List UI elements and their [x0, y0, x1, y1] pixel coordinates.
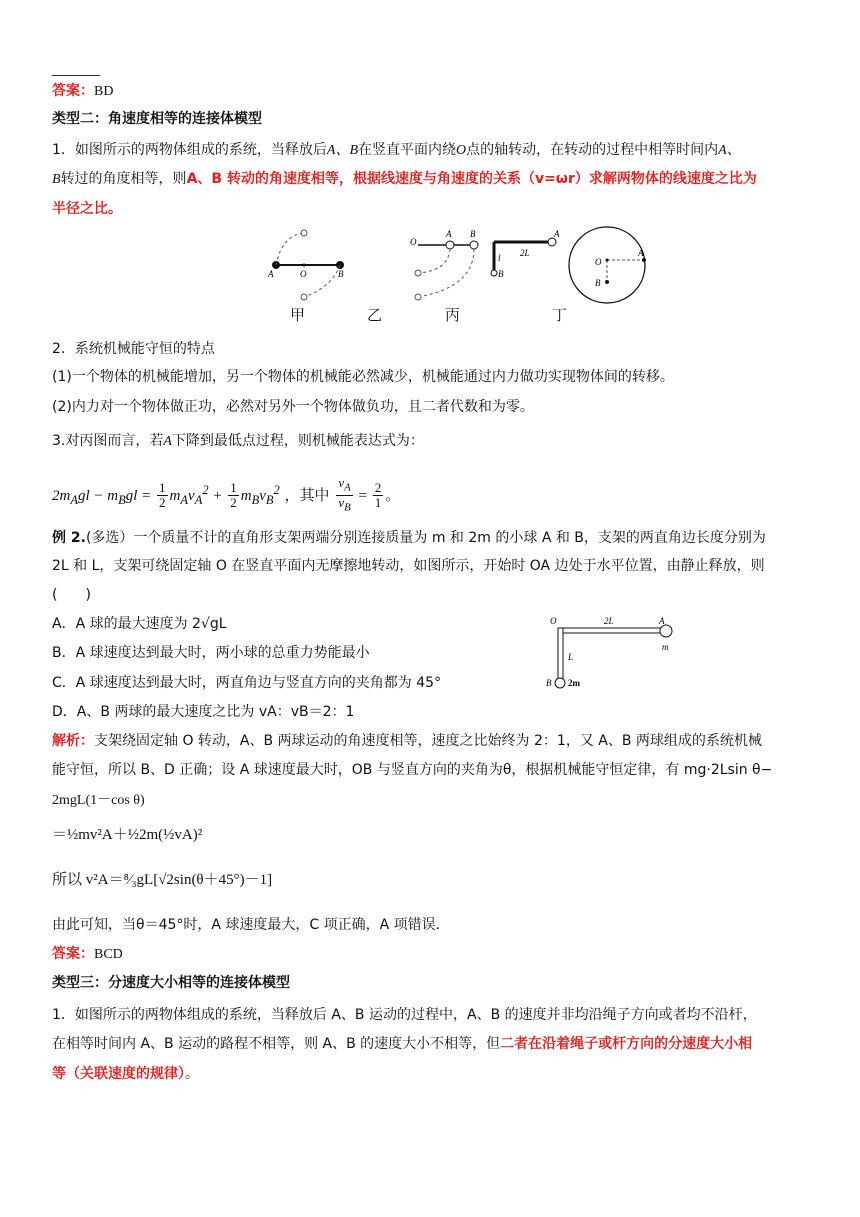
type2-para4: (2)内力对一个物体做正功，必然对另外一个物体做负功，且二者代数和为零。: [52, 399, 534, 415]
fig-label-jia: 甲: [290, 306, 306, 324]
type2-para5: 3.对丙图而言，若A下降到最低点过程，则机械能表达式为：: [52, 433, 424, 449]
fig-O: O: [550, 616, 557, 626]
energy-equation: $2m_Agl - m_Bgl$ = $\frac{1}{2}$ $m_Av_A^2$ + $\frac{1}{2}$ $m_Bv_B^2$ ，其中 $\frac{v_A}{v_B}$ = $\frac{2}{1}$ 。: [52, 475, 401, 514]
analysis-label: 解析：: [52, 733, 94, 749]
answer-value: BD: [94, 84, 114, 99]
svg-text:O: O: [595, 257, 602, 267]
type3-title: 类型三：分速度大小相等的连接体模型: [52, 975, 290, 991]
type2-para1-line2: B转过的角度相等，则A、B 转动的角速度相等，根据线速度与角速度的关系（v=ωr）求解两物体的线速度之比为: [52, 171, 757, 187]
fig-2m: 2m: [568, 678, 580, 688]
svg-text:A: A: [446, 229, 452, 239]
answer-label: 答案：: [52, 83, 94, 99]
fig-L: L: [568, 652, 574, 662]
fig-B: B: [546, 678, 552, 688]
type2-para1-line3: 半径之比。: [52, 201, 122, 217]
diagram-ding: [569, 227, 646, 303]
diagram-jia: [267, 230, 344, 300]
type3-line2: 在相等时间内 A、B 运动的路程不相等，则 A、B 的速度大小不相等，但二者在沿着绳子或杆方向的分速度大小相: [52, 1036, 753, 1052]
svg-text:O: O: [410, 237, 417, 247]
analysis-line1: 解析：支架绕固定轴 O 转动，A、B 两球运动的角速度相等，速度之比始终为 2：1，又 A、B 两球组成的系统机械: [52, 733, 762, 749]
analysis-line5: 所以 v²A＝⁸⁄₃gL[√2sin(θ＋45°)－1]: [52, 872, 273, 888]
example2-line1: 例 2.(多选）一个质量不计的直角形支架两端分别连接质量为 m 和 2m 的小球 A 和 B，支架的两直角边长度分别为: [52, 530, 766, 546]
svg-text:l: l: [498, 253, 501, 263]
analysis-line3: 2mgL(1－cos θ): [52, 793, 145, 808]
svg-text:2L: 2L: [520, 248, 530, 258]
type2-para3: (1)一个物体的机械能增加，另一个物体的机械能必然减少，机械能通过内力做功实现物体间的转移。: [52, 369, 674, 385]
type2-para1-line1: 1．如图所示的两物体组成的系统，当释放后A、B在竖直平面内绕O点的轴转动，在转动的过程中相等时间内A、: [52, 142, 741, 158]
example-label: 例 2.: [52, 530, 86, 546]
svg-text:O: O: [300, 269, 307, 279]
option-a: A．A 球的最大速度为 2√gL: [52, 616, 227, 632]
fig-label-bing: 丙: [445, 306, 461, 324]
fig-2L: 2L: [604, 616, 614, 626]
option-c: C．A 球速度达到最大时，两直角边与竖直方向的夹角都为 45°: [52, 675, 442, 691]
top-rule: [52, 75, 100, 76]
rotation-diagrams: [252, 225, 644, 337]
type2-title: 类型二：角速度相等的连接体模型: [52, 111, 262, 127]
fig-label-yi: 乙: [367, 306, 383, 324]
fig-m: m: [662, 642, 669, 652]
svg-text:B: B: [338, 269, 344, 279]
fig-label-ding: 丁: [552, 306, 568, 324]
key-conclusion: A、B 转动的角速度相等，根据线速度与角速度的关系（v=ωr）求解两物体的线速度之比为: [186, 171, 757, 187]
svg-text:A: A: [554, 229, 560, 239]
example2-line2: 2L 和 L，支架可绕固定轴 O 在竖直平面内无摩擦地转动，如图所示，开始时 OA 边处于水平位置，由静止释放，则: [52, 558, 765, 574]
diagram-yi: [410, 229, 478, 300]
svg-text:A: A: [268, 269, 274, 279]
svg-text:B: B: [498, 269, 504, 279]
diagram-bing: [491, 229, 560, 279]
type3-line1: 1．如图所示的两物体组成的系统，当释放后 A、B 运动的过程中，A、B 的速度并非均沿绳子方向或者均不沿杆，: [52, 1007, 757, 1023]
type3-line3: 等（关联速度的规律）。: [52, 1066, 199, 1082]
svg-text:A: A: [638, 248, 644, 258]
option-b: B．A 球速度达到最大时，两小球的总重力势能最小: [52, 645, 370, 661]
example2-line3: ( ): [52, 587, 91, 603]
svg-text:B: B: [595, 278, 601, 288]
analysis-line2: 能守恒，所以 B、D 正确；设 A 球速度最大时，OB 与竖直方向的夹角为θ，根据机械能守恒定律，有 mg·2Lsin θ−: [52, 762, 773, 778]
svg-text:B: B: [470, 229, 476, 239]
example2-bracket-diagram: [542, 612, 682, 692]
analysis-line4: ＝½mv²A＋½2m(½vA)²: [52, 827, 203, 843]
answer-1: [52, 78, 812, 105]
fig-A: A: [659, 616, 665, 626]
answer-2: 答案：BCD: [52, 946, 123, 962]
option-d: D．A、B 两球的最大速度之比为 vA：vB＝2：1: [52, 704, 355, 720]
analysis-line6: 由此可知，当θ＝45°时，A 球速度最大，C 项正确，A 项错误．: [52, 917, 450, 933]
type2-para2: 2．系统机械能守恒的特点: [52, 341, 215, 357]
